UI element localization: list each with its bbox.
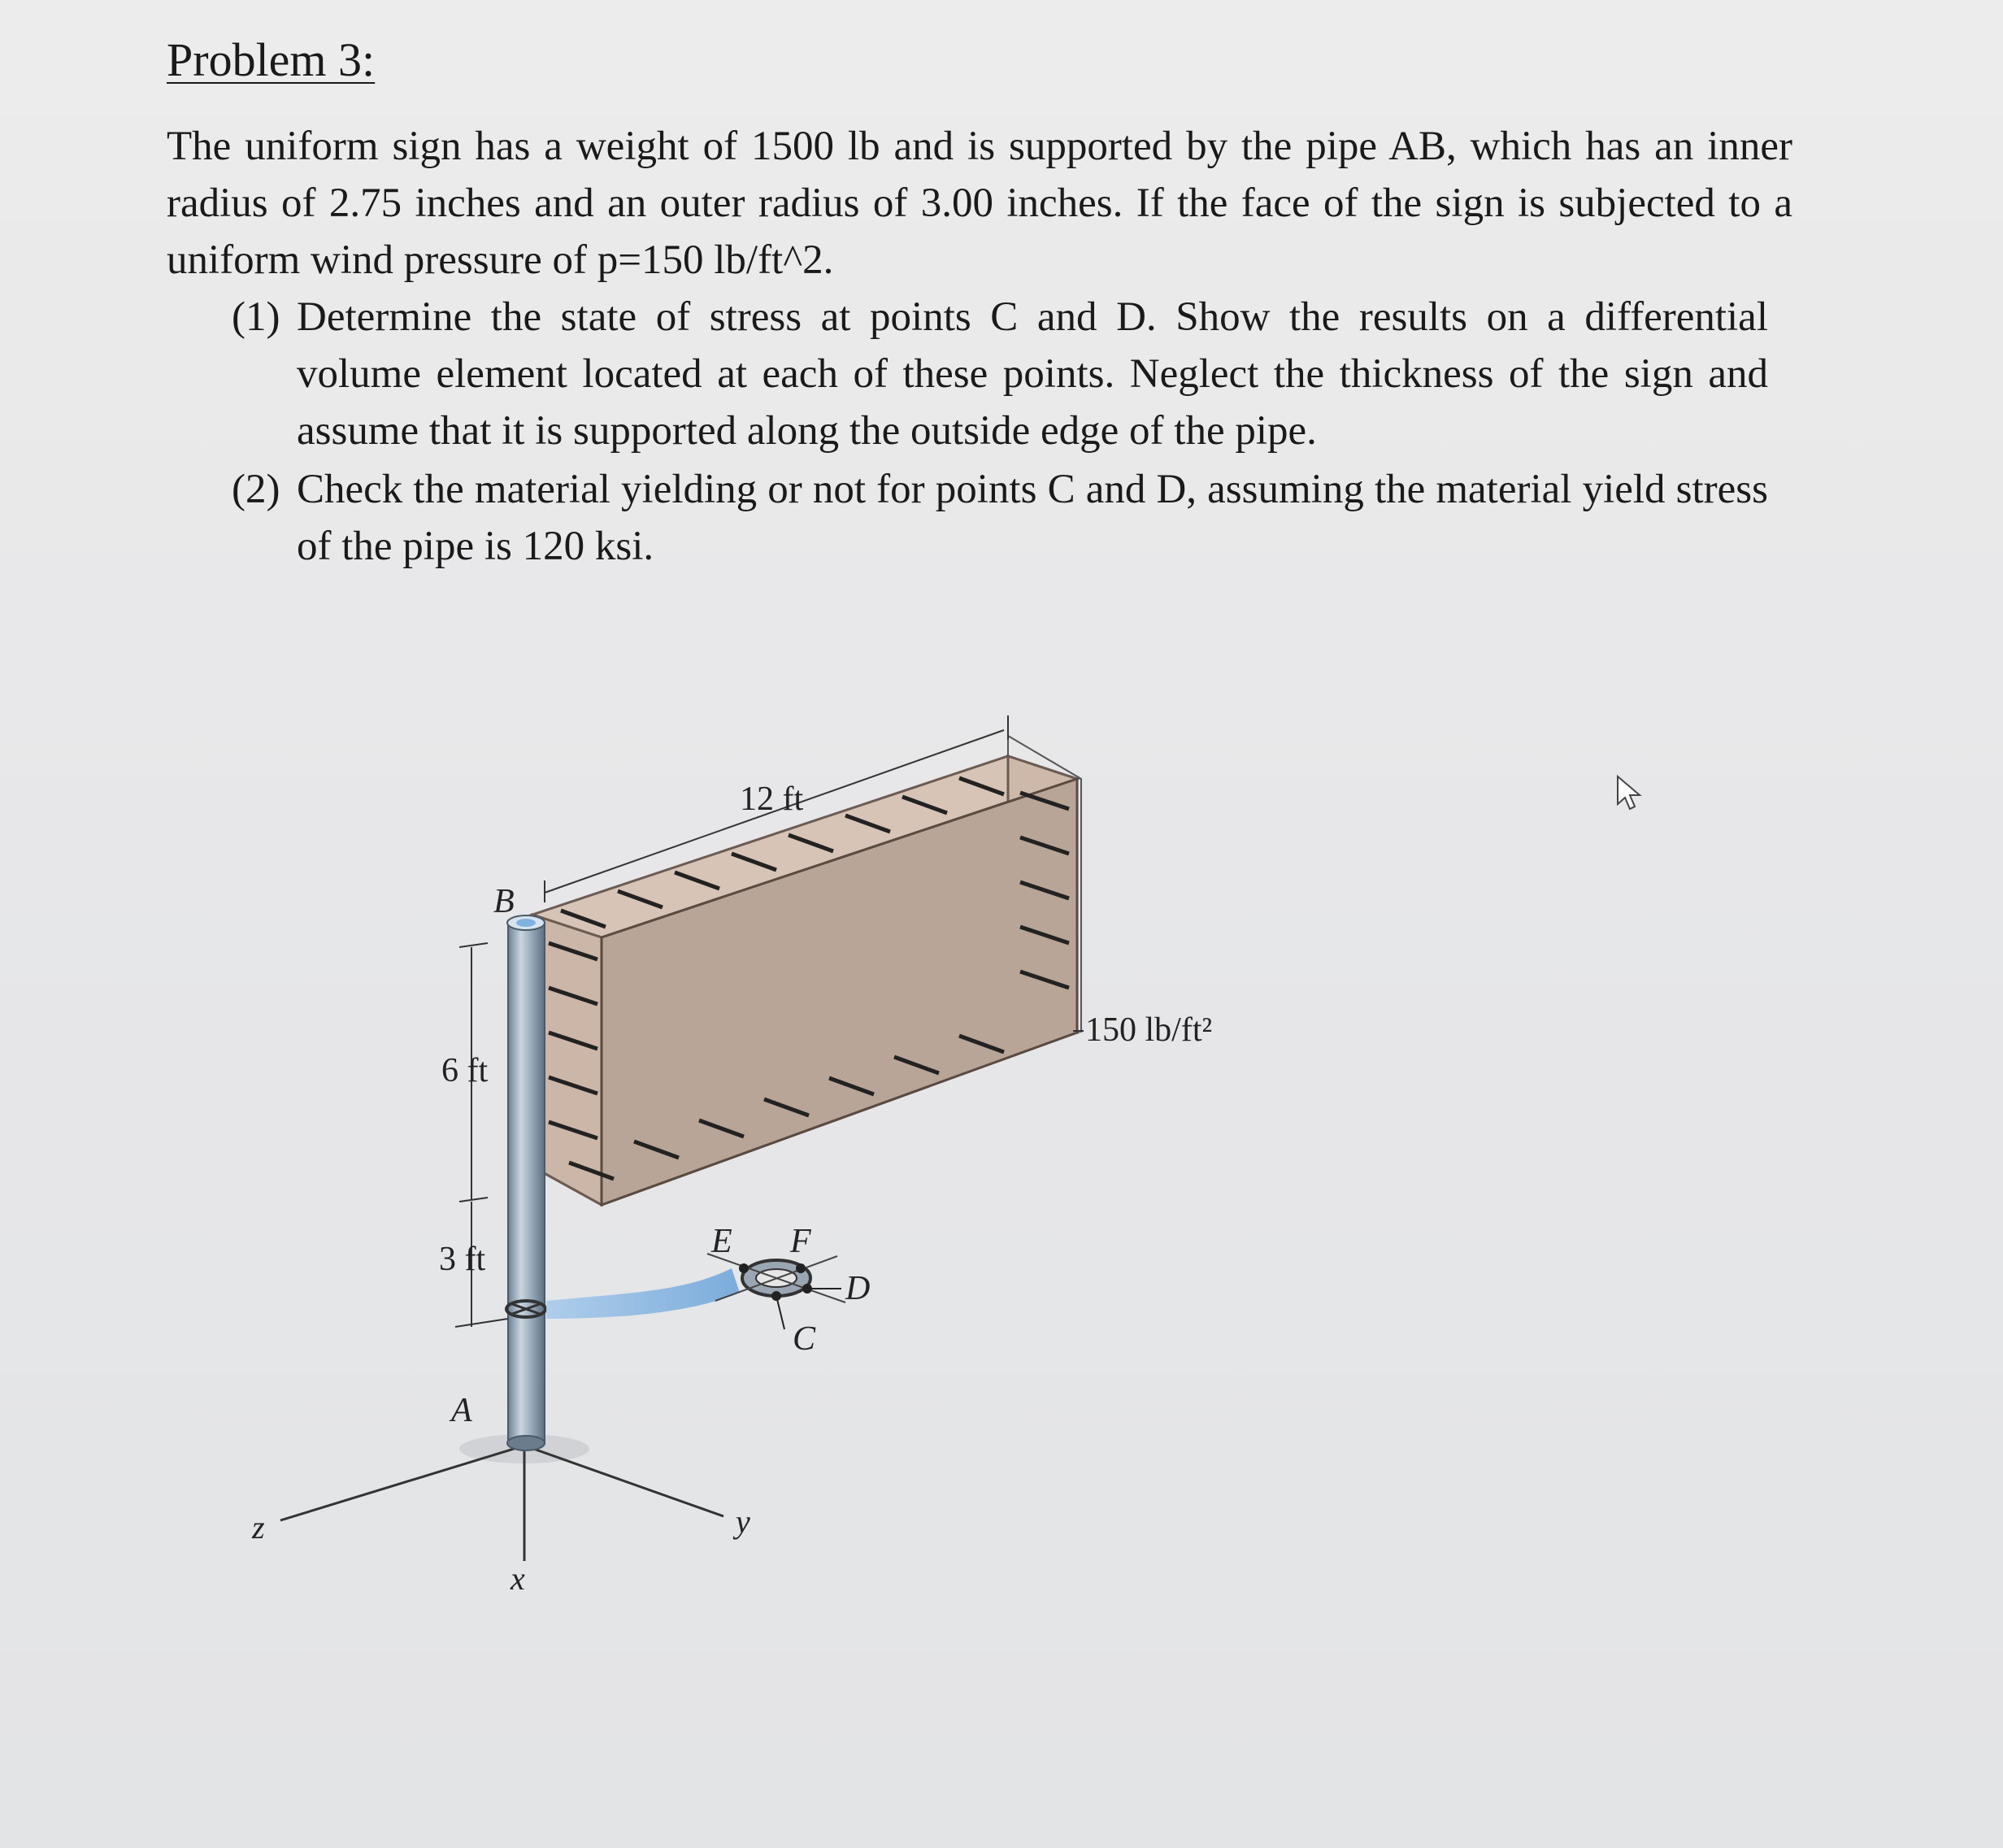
axis-z-label: z bbox=[252, 1509, 265, 1546]
label-f: F bbox=[790, 1223, 811, 1260]
label-e: E bbox=[711, 1223, 732, 1260]
dim-12ft-label: 12 ft bbox=[740, 781, 804, 818]
pressure-label: 150 lb/ft² bbox=[1085, 1011, 1213, 1049]
dim-tick bbox=[459, 1198, 488, 1202]
dim-tick bbox=[459, 943, 488, 947]
problem-statement: The uniform sign has a weight of 1500 lb and is supported by the pipe AB, which has an inner radius of 2.75 inches and an outer radius of 3.00 inches. If the face of the sign is subjected to a uniform wind pressure of p=150 lb/ft^2. bbox=[167, 124, 1792, 283]
label-c: C bbox=[793, 1320, 816, 1358]
pipe-bore bbox=[516, 919, 536, 927]
axes bbox=[280, 1446, 723, 1561]
problem-title: Problem 3: bbox=[167, 33, 376, 86]
z-axis-line bbox=[280, 1446, 524, 1520]
sign-board bbox=[532, 736, 1081, 1205]
point-c-leader bbox=[776, 1296, 784, 1329]
label-b: B bbox=[493, 883, 515, 920]
dim-6ft-label: 6 ft bbox=[441, 1052, 489, 1089]
point-e-marker bbox=[739, 1263, 749, 1273]
axis-y-label: y bbox=[736, 1503, 750, 1540]
label-a: A bbox=[451, 1392, 472, 1429]
mouse-cursor-icon bbox=[1618, 776, 1640, 809]
question-2-number: (2) bbox=[232, 467, 280, 512]
question-1-number: (1) bbox=[232, 294, 280, 340]
section-callout-beam bbox=[546, 1268, 740, 1319]
dim-tick bbox=[455, 1319, 508, 1327]
label-d: D bbox=[845, 1270, 871, 1307]
question-2-text: Check the material yielding or not for points C and D, assuming the material yield stress of the pipe is 120 ksi. bbox=[297, 467, 1768, 569]
point-f-marker bbox=[796, 1263, 806, 1273]
question-1-text: Determine the state of stress at points C and D. Show the results on a differential volume element located at each of these points. Neglect the thickness of the sign and assume that it is supported along the outside edge of the pipe. bbox=[297, 294, 1768, 454]
dim-3ft-label: 3 ft bbox=[439, 1241, 486, 1278]
pipe-body bbox=[508, 923, 545, 1443]
pipe-base bbox=[507, 1436, 545, 1450]
y-axis-line bbox=[524, 1446, 723, 1516]
pipe-ab bbox=[506, 915, 545, 1450]
axis-x-label: x bbox=[511, 1560, 525, 1597]
